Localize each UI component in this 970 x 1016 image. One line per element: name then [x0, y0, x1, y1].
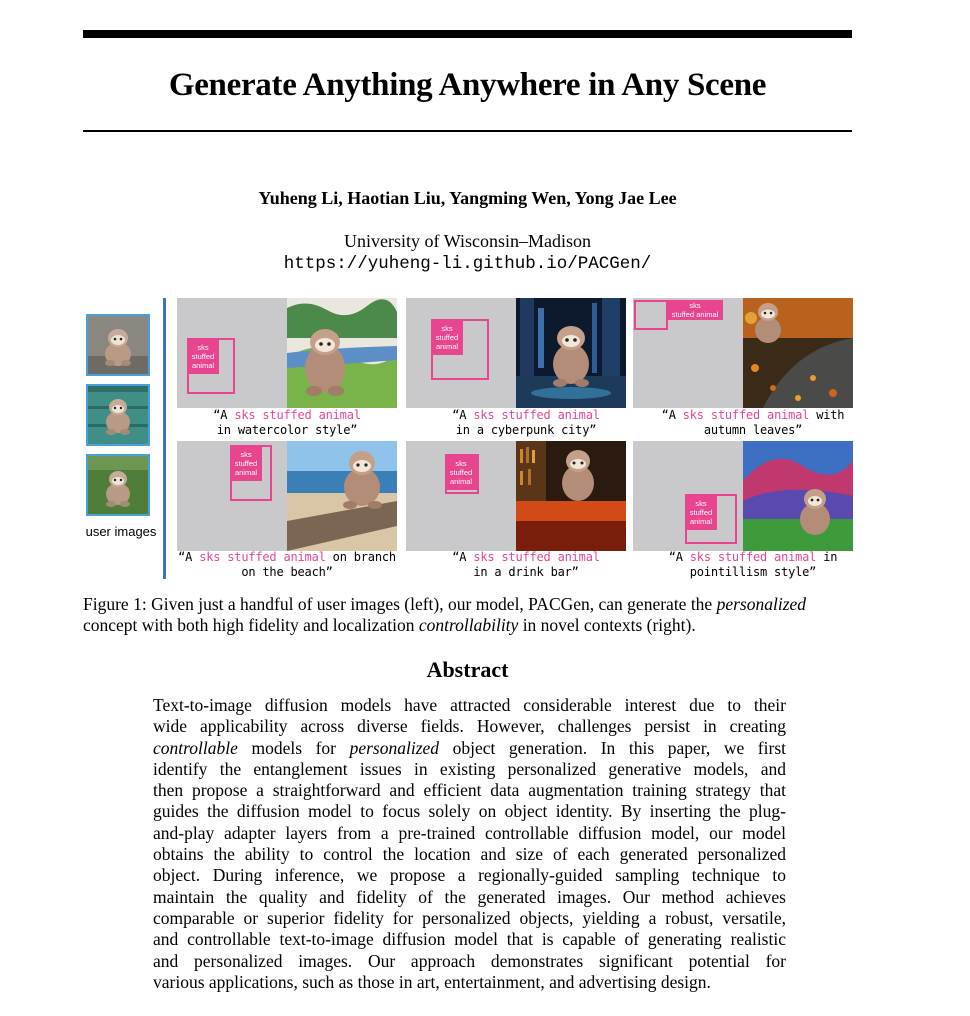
panel-caption: “A sks stuffed animal in a cyberpunk city” [452, 408, 600, 437]
layout-canvas [633, 298, 743, 408]
layout-canvas [633, 441, 743, 551]
figure-divider [163, 298, 166, 579]
generated-image [516, 441, 626, 551]
object-tag: sks stuffed animal [187, 338, 219, 374]
panel-pointillism [633, 441, 853, 551]
user-image-3 [86, 454, 150, 516]
panel-drink-bar [406, 441, 626, 551]
panel-caption: “A sks stuffed animal on branch on the beach” [178, 550, 396, 579]
panel-beach [177, 441, 397, 551]
layout-canvas [177, 441, 287, 551]
object-tag: sks stuffed animal [685, 494, 717, 530]
layout-canvas [406, 441, 516, 551]
panel-watercolor [177, 298, 397, 408]
figure-caption: Figure 1: Given just a handful of user images (left), our model, PACGen, can generate the personalized concept with both high fidelity and localization controllability in novel contexts (right). [83, 594, 807, 635]
authors: Yuheng Li, Haotian Liu, Yangming Wen, Yong Jae Lee [258, 188, 677, 208]
panel-cyberpunk [406, 298, 626, 408]
abstract-body: Text-to-image diffusion models have attracted considerable interest due to their wide applicability across diverse fields. However, challenges persist in creating controllable models for personalized object generation. In this paper, we first identify the entanglement issues in existing personalized generative models, and then propose a straightforward and efficient data augmentation training strategy that guides the diffusion model to focus solely on object identity. By inserting the plug- and-play adapter layers from a pre-trained controllable diffusion model, our model obtains the ability to control the location and size of each generated personalized object. During inference, we propose a regionally-guided sampling technique to maintain the quality and fidelity of the generated images. Our method achieves comparable or superior fidelity for personalized objects, yielding a robust, versatile, and controllable text-to-image diffusion model that is capable of generating realistic and personalized images. Our approach demonstrates significant potential for various applications, such as those in art, entertainment, and advertising design. [153, 695, 786, 992]
bounding-box [634, 300, 668, 330]
paper-title: Generate Anything Anywhere in Any Scene [168, 67, 767, 103]
abstract-heading: Abstract [426, 657, 509, 682]
layout-canvas [406, 298, 516, 408]
layout-canvas [177, 298, 287, 408]
user-image-1 [86, 314, 150, 376]
object-tag: sks stuffed animal [667, 300, 723, 320]
panel-caption: “A sks stuffed animal in pointillism style” [668, 550, 838, 579]
title-rule [83, 130, 852, 132]
top-rule [83, 30, 852, 38]
panel-caption: “A sks stuffed animal with autumn leaves” [661, 408, 845, 437]
object-tag: sks stuffed animal [445, 454, 477, 490]
object-tag: sks stuffed animal [431, 319, 463, 355]
panel-caption: “A sks stuffed animal in a drink bar” [452, 550, 600, 579]
panel-caption: “A sks stuffed animal in watercolor style” [213, 408, 361, 437]
user-image-2 [86, 384, 150, 446]
panel-autumn [633, 298, 853, 408]
project-url[interactable]: https://yuheng-li.github.io/PACGen/ [283, 254, 652, 274]
generated-image [743, 298, 853, 408]
user-images-label: user images [85, 524, 157, 539]
affiliation-block [83, 230, 852, 276]
generated-image [287, 441, 397, 551]
object-tag: sks stuffed animal [230, 445, 262, 481]
generated-image [516, 298, 626, 408]
generated-image [743, 441, 853, 551]
affiliation: University of Wisconsin–Madison [344, 231, 591, 251]
generated-image [287, 298, 397, 408]
